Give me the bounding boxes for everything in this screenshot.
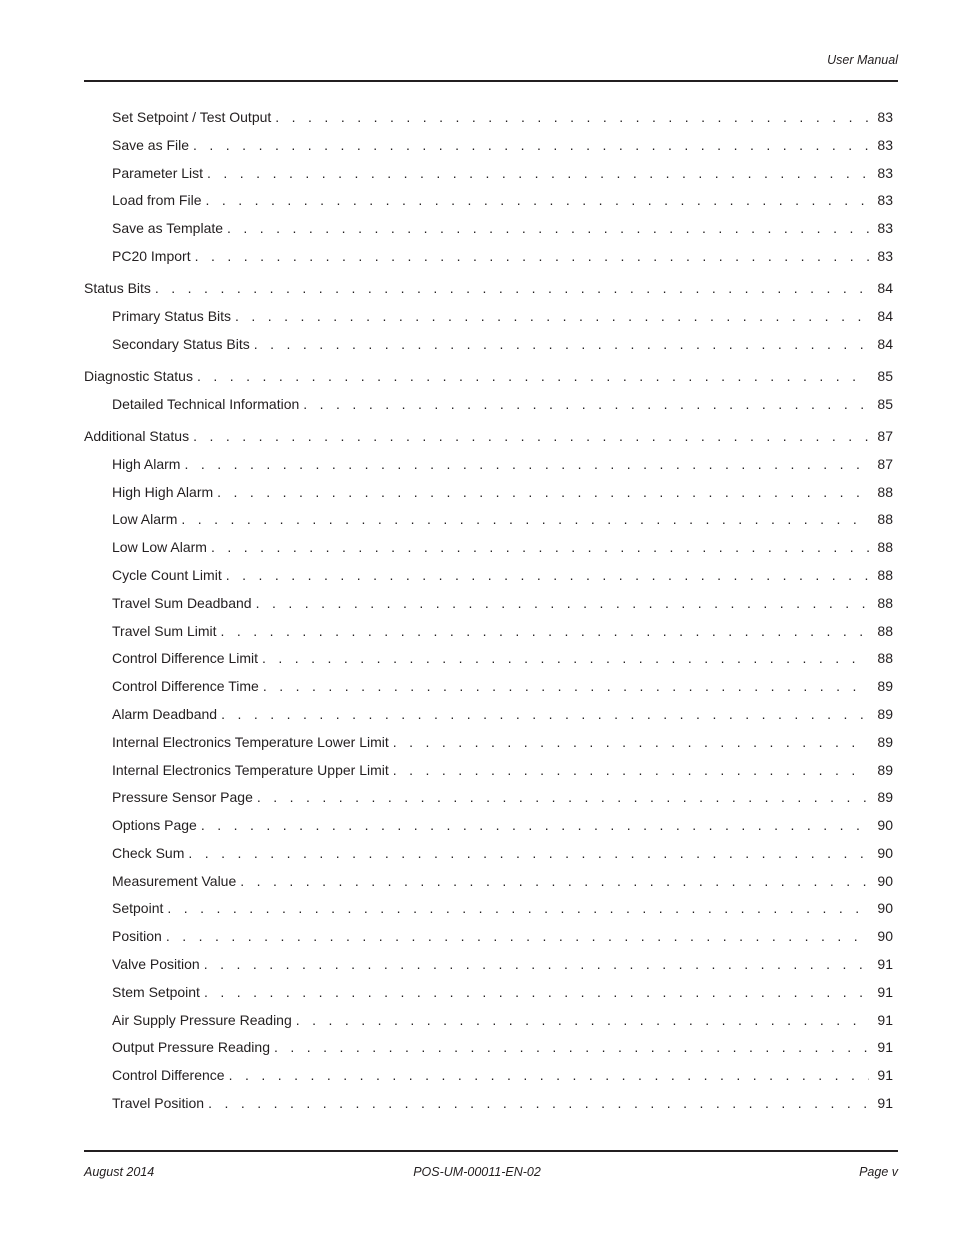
toc-entry-page-number: 90 <box>877 844 893 861</box>
toc-entry[interactable] <box>84 618 893 646</box>
toc-entry-title: High High Alarm <box>112 483 214 500</box>
toc-entry[interactable] <box>84 951 893 979</box>
toc-entry[interactable] <box>84 506 893 534</box>
toc-dot-leader <box>184 451 869 479</box>
toc-dot-leader <box>221 701 869 729</box>
toc-entry[interactable] <box>84 645 893 673</box>
toc-entry-page-number: 89 <box>877 761 893 778</box>
toc-entry-title: Pressure Sensor Page <box>112 789 253 806</box>
header-divider <box>84 80 898 82</box>
toc-dot-leader <box>201 812 869 840</box>
toc-entry-title: Air Supply Pressure Reading <box>112 1011 292 1028</box>
toc-dot-leader <box>205 187 869 215</box>
toc-entry-title: Stem Setpoint <box>112 983 200 1000</box>
toc-dot-leader <box>296 1007 869 1035</box>
toc-entry[interactable] <box>84 812 893 840</box>
toc-entry[interactable] <box>84 757 893 785</box>
toc-entry[interactable] <box>84 160 893 188</box>
toc-dot-leader <box>188 840 869 868</box>
toc-entry-title: High Alarm <box>112 455 181 472</box>
toc-entry-page-number: 88 <box>877 650 893 667</box>
toc-entry-title: Measurement Value <box>112 872 237 889</box>
toc-entry-page-number: 91 <box>877 1095 893 1112</box>
toc-entry-page-number: 91 <box>877 1039 893 1056</box>
toc-dot-leader <box>211 534 869 562</box>
footer-page-number: Page v <box>859 1165 898 1179</box>
toc-entry-title: Setpoint <box>112 900 164 917</box>
toc-entry[interactable] <box>84 784 893 812</box>
toc-dot-leader <box>197 363 869 391</box>
toc-dot-leader <box>221 618 869 646</box>
toc-entry-page-number: 90 <box>877 872 893 889</box>
toc-entry-page-number: 88 <box>877 539 893 556</box>
toc-entry-title: Diagnostic Status <box>84 367 193 384</box>
toc-entry[interactable] <box>84 534 893 562</box>
toc-entry-title: Valve Position <box>112 956 200 973</box>
toc-dot-leader <box>207 160 869 188</box>
toc-entry-title: Detailed Technical Information <box>112 395 300 412</box>
toc-entry-page-number: 91 <box>877 983 893 1000</box>
toc-entry[interactable] <box>84 215 893 243</box>
toc-entry[interactable] <box>84 363 893 391</box>
toc-entry-title: Travel Sum Limit <box>112 622 217 639</box>
toc-dot-leader <box>275 104 869 132</box>
toc-entry-page-number: 83 <box>877 247 893 264</box>
toc-entry-title: Primary Status Bits <box>112 307 232 324</box>
toc-entry-title: Low Low Alarm <box>112 539 207 556</box>
toc-entry[interactable] <box>84 479 893 507</box>
toc-dot-leader <box>204 979 869 1007</box>
toc-entry-title: Position <box>112 928 162 945</box>
toc-entry-title: Options Page <box>112 817 197 834</box>
toc-entry[interactable] <box>84 868 893 896</box>
toc-entry-page-number: 89 <box>877 789 893 806</box>
toc-entry-page-number: 88 <box>877 566 893 583</box>
toc-dot-leader <box>274 1034 869 1062</box>
table-of-contents <box>84 104 893 1118</box>
toc-dot-leader <box>217 479 869 507</box>
toc-entry-title: Travel Sum Deadband <box>112 594 252 611</box>
toc-dot-leader <box>257 784 869 812</box>
toc-entry[interactable] <box>84 187 893 215</box>
toc-entry-title: Parameter List <box>112 164 204 181</box>
toc-entry-page-number: 85 <box>877 395 893 412</box>
toc-entry[interactable] <box>84 562 893 590</box>
toc-entry-page-number: 88 <box>877 622 893 639</box>
toc-entry[interactable] <box>84 243 893 271</box>
toc-entry-title: Cycle Count Limit <box>112 566 222 583</box>
toc-entry-page-number: 90 <box>877 900 893 917</box>
toc-dot-leader <box>240 868 869 896</box>
toc-entry[interactable] <box>84 331 893 359</box>
toc-entry-page-number: 88 <box>877 594 893 611</box>
toc-entry[interactable] <box>84 1062 893 1090</box>
toc-entry-page-number: 85 <box>877 367 893 384</box>
toc-entry-title: Travel Position <box>112 1095 205 1112</box>
toc-entry[interactable] <box>84 1007 893 1035</box>
toc-entry-title: Alarm Deadband <box>112 705 218 722</box>
toc-entry[interactable] <box>84 923 893 951</box>
toc-entry-page-number: 89 <box>877 733 893 750</box>
toc-dot-leader <box>226 562 869 590</box>
toc-entry-page-number: 88 <box>877 483 893 500</box>
toc-entry-title: Internal Electronics Temperature Lower Limit <box>112 733 389 750</box>
toc-entry-page-number: 87 <box>877 455 893 472</box>
toc-entry[interactable] <box>84 673 893 701</box>
toc-entry-page-number: 89 <box>877 678 893 695</box>
toc-entry[interactable] <box>84 1034 893 1062</box>
toc-dot-leader <box>166 923 869 951</box>
toc-entry-title: Check Sum <box>112 844 185 861</box>
toc-entry-title: Control Difference Limit <box>112 650 259 667</box>
toc-entry-title: Save as File <box>112 136 190 153</box>
toc-entry-page-number: 83 <box>877 109 893 125</box>
toc-entry-title: Low Alarm <box>112 511 178 528</box>
toc-entry[interactable] <box>84 729 893 757</box>
toc-entry[interactable] <box>84 979 893 1007</box>
footer-document-number: POS-UM-00011-EN-02 <box>413 1165 541 1179</box>
toc-dot-leader <box>193 423 869 451</box>
toc-entry[interactable] <box>84 104 893 132</box>
toc-dot-leader <box>167 895 869 923</box>
toc-entry-page-number: 84 <box>877 335 893 352</box>
toc-entry[interactable] <box>84 590 893 618</box>
toc-entry-title: Output Pressure Reading <box>112 1039 270 1056</box>
toc-dot-leader <box>195 243 869 271</box>
toc-dot-leader <box>227 215 869 243</box>
toc-entry-page-number: 91 <box>877 1067 893 1084</box>
toc-entry-title: Internal Electronics Temperature Upper Limit <box>112 761 389 778</box>
toc-entry[interactable] <box>84 303 893 331</box>
toc-dot-leader <box>208 1090 869 1118</box>
toc-dot-leader <box>254 331 869 359</box>
toc-entry-page-number: 90 <box>877 928 893 945</box>
toc-entry[interactable] <box>84 1090 893 1118</box>
toc-entry[interactable] <box>84 895 893 923</box>
toc-entry[interactable] <box>84 275 893 303</box>
document-type-label: User Manual <box>827 53 898 67</box>
toc-dot-leader <box>262 645 869 673</box>
toc-entry-page-number: 91 <box>877 1011 893 1028</box>
toc-entry-title: Load from File <box>112 192 202 209</box>
toc-entry[interactable] <box>84 840 893 868</box>
toc-entry-title: Control Difference <box>112 1067 225 1084</box>
toc-dot-leader <box>155 275 869 303</box>
toc-entry-page-number: 84 <box>877 280 893 297</box>
toc-entry[interactable] <box>84 423 893 451</box>
toc-entry-page-number: 87 <box>877 427 893 444</box>
toc-entry-page-number: 91 <box>877 956 893 973</box>
toc-entry-page-number: 83 <box>877 136 893 153</box>
toc-entry-title: Set Setpoint / Test Output <box>112 109 272 125</box>
toc-entry-page-number: 84 <box>877 307 893 324</box>
toc-entry-page-number: 89 <box>877 705 893 722</box>
toc-dot-leader <box>393 729 869 757</box>
toc-entry-title: Secondary Status Bits <box>112 335 250 352</box>
toc-entry-page-number: 83 <box>877 220 893 237</box>
toc-entry-page-number: 88 <box>877 511 893 528</box>
footer-divider <box>84 1150 898 1152</box>
toc-entry-page-number: 83 <box>877 192 893 209</box>
toc-entry-title: Additional Status <box>84 427 190 444</box>
toc-entry[interactable] <box>84 701 893 729</box>
toc-dot-leader <box>229 1062 869 1090</box>
toc-dot-leader <box>204 951 869 979</box>
toc-entry-page-number: 90 <box>877 817 893 834</box>
toc-dot-leader <box>263 673 869 701</box>
toc-dot-leader <box>181 506 869 534</box>
toc-entry-title: PC20 Import <box>112 247 191 264</box>
footer-date: August 2014 <box>84 1165 155 1179</box>
toc-entry-title: Control Difference Time <box>112 678 259 695</box>
toc-entry[interactable] <box>84 132 893 160</box>
toc-entry-title: Save as Template <box>112 220 224 237</box>
toc-dot-leader <box>303 391 869 419</box>
toc-dot-leader <box>235 303 869 331</box>
toc-entry-title: Status Bits <box>84 280 151 297</box>
toc-dot-leader <box>193 132 869 160</box>
toc-entry[interactable] <box>84 451 893 479</box>
toc-dot-leader <box>256 590 869 618</box>
toc-entry-page-number: 83 <box>877 164 893 181</box>
toc-dot-leader <box>393 757 869 785</box>
toc-entry[interactable] <box>84 391 893 419</box>
